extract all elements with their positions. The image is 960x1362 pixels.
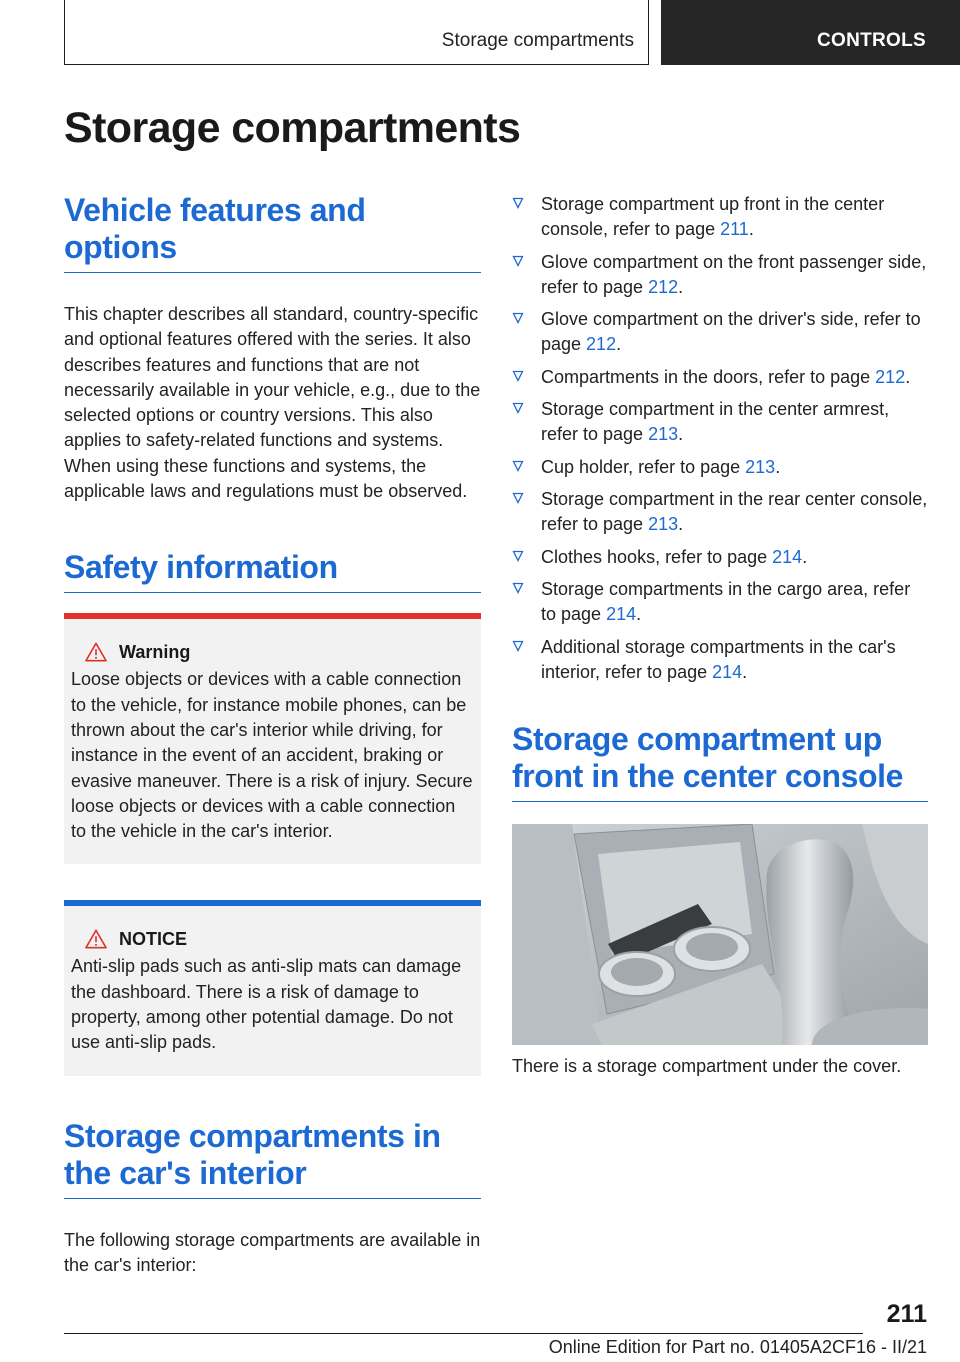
- list-item: Storage compartments in the cargo area, refer to page 214.: [512, 577, 928, 627]
- page-link[interactable]: 213: [648, 424, 679, 444]
- triangle-bullet-icon: [512, 370, 524, 382]
- notice-box: [64, 900, 481, 1075]
- notice-triangle-icon: [85, 929, 107, 949]
- page-number: 211: [886, 1300, 927, 1328]
- page-link[interactable]: 214: [772, 546, 803, 567]
- warning-triangle-icon: [85, 642, 107, 662]
- page-link[interactable]: 212: [648, 276, 679, 297]
- triangle-bullet-icon: [512, 312, 524, 324]
- triangle-bullet-icon: [512, 640, 524, 652]
- triangle-bullet-icon: [512, 492, 524, 504]
- list-item: Compartments in the doors, refer to page 212.: [512, 365, 928, 390]
- triangle-bullet-icon: [512, 255, 524, 267]
- triangle-bullet-icon: [512, 197, 524, 209]
- page-link[interactable]: 213: [648, 514, 679, 534]
- triangle-bullet-icon: [512, 582, 524, 594]
- triangle-bullet-icon: [512, 402, 524, 414]
- right-column: [512, 192, 928, 1079]
- page-link[interactable]: 214: [712, 661, 743, 682]
- list-item: Cup holder, refer to page 213.: [512, 455, 928, 480]
- footer-divider: [64, 1333, 863, 1334]
- list-item: Storage compartment up front in the center console, refer to page 211.: [512, 192, 928, 242]
- heading-interior-compartments: Storage compartments in the car's interior: [64, 1118, 481, 1199]
- page-link[interactable]: 212: [875, 366, 906, 387]
- list-item: Glove compartment on the front passenger side, refer to page 212.: [512, 250, 928, 300]
- list-item: Glove compartment on the driver's side, refer to page 212.: [512, 307, 928, 357]
- footer-edition: Online Edition for Part no. 01405A2CF16 - II/21: [548, 1337, 927, 1357]
- page-link[interactable]: 211: [720, 219, 749, 239]
- triangle-bullet-icon: [512, 460, 524, 472]
- list-item: Storage compartment in the rear center console, refer to page 213.: [512, 487, 928, 537]
- header-chapter-title: CONTROLS: [816, 30, 926, 51]
- warning-text: Loose objects or devices with a cable connection to the vehicle, for instance mobile phones, can be thrown about the car's interior while driving, for instance in the event of an accident, braking or evasive maneuver. There is a risk of injury. Secure loose objects or devices with a cable connection to the vehicle in the car's interior.: [71, 669, 473, 842]
- page-link[interactable]: 212: [586, 334, 617, 354]
- left-column: [64, 192, 481, 1278]
- heading-center-console: Storage compartment up front in the center console: [512, 721, 928, 802]
- interior-intro-text: The following storage compartments are available in the car's interior:: [64, 1229, 481, 1275]
- compartment-list: [512, 192, 928, 685]
- warning-title: Warning: [119, 641, 191, 662]
- page-link[interactable]: 213: [745, 456, 776, 477]
- list-item: Clothes hooks, refer to page 214.: [512, 545, 928, 570]
- triangle-bullet-icon: [512, 550, 524, 562]
- center-console-caption: There is a storage compartment under the cover.: [512, 1055, 902, 1076]
- heading-vehicle-features: Vehicle features and options: [64, 192, 481, 273]
- header-section-title: Storage compartments: [441, 30, 634, 51]
- page-link[interactable]: 214: [606, 604, 637, 624]
- notice-title-row: [85, 928, 474, 950]
- notice-title: NOTICE: [119, 928, 188, 949]
- list-item: Storage compartment in the center armrest, refer to page 213.: [512, 397, 928, 447]
- warning-box: [64, 613, 481, 864]
- center-console-photo: [512, 824, 928, 1045]
- header-section-tab: [64, 0, 649, 65]
- warning-title-row: [85, 641, 474, 663]
- vehicle-features-text: This chapter describes all standard, country-specific and optional features offered with the series. It also describes features and functions that are not necessarily available in your vehicle, e.g., due to the selected options or country versions. This also applies to safety-related functions and systems. When using these functions and systems, the applicable laws and regulations must be observed.: [64, 304, 481, 502]
- notice-text: Anti-slip pads such as anti-slip mats can damage the dashboard. There is a risk of damage to property, among other potential damage. Do not use anti-slip pads.: [71, 956, 462, 1053]
- page-title: Storage compartments: [64, 104, 521, 152]
- heading-safety-information: Safety information: [64, 549, 481, 593]
- header-chapter-tab: [661, 0, 960, 65]
- list-item: Additional storage compartments in the car's interior, refer to page 214.: [512, 635, 928, 685]
